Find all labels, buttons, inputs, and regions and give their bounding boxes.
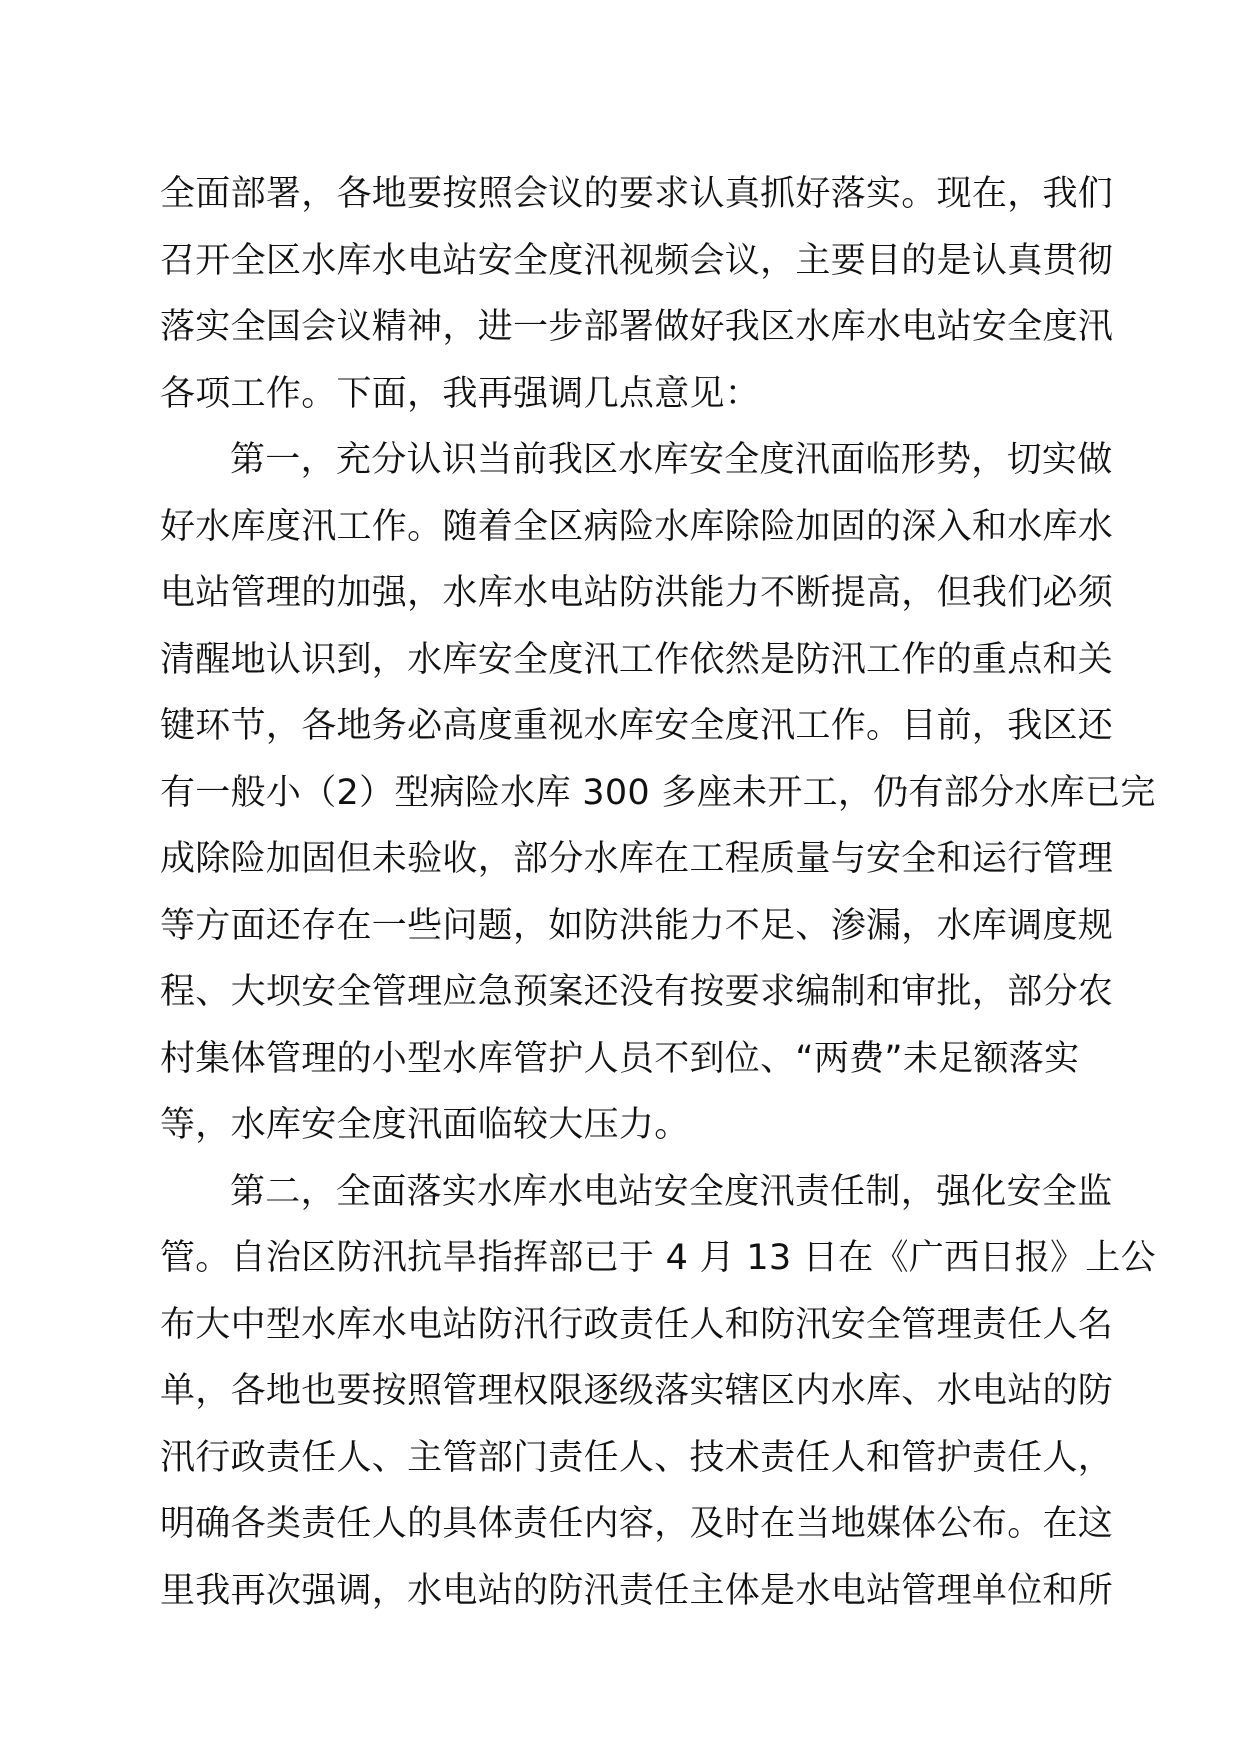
text-line: 里我再次强调，水电站的防汛责任主体是水电站管理单位和所: [160, 1571, 1114, 1611]
text-line: 布大中型水库水电站防汛行政责任人和防汛安全管理责任人名: [160, 1305, 1114, 1345]
text-line: 等方面还存在一些问题，如防洪能力不足、渗漏，水库调度规: [160, 906, 1114, 946]
text-line: 成除险加固但未验收，部分水库在工程质量与安全和运行管理: [160, 839, 1114, 879]
paragraph-first-line: 第二，全面落实水库水电站安全度汛责任制，强化安全监: [230, 1172, 1113, 1212]
text-line: 键环节，各地务必高度重视水库安全度汛工作。目前，我区还: [160, 706, 1114, 746]
text-line: 汛行政责任人、主管部门责任人、技术责任人和管护责任人，: [160, 1438, 1114, 1478]
text-line: 程、大坝安全管理应急预案还没有按要求编制和审批，部分农: [160, 972, 1114, 1012]
text-line: 有一般小（2）型病险水库 300 多座未开工，仍有部分水库已完: [160, 773, 1156, 813]
paragraph-first-line: 第一，充分认识当前我区水库安全度汛面临形势，切实做: [230, 440, 1113, 480]
text-line: 落实全国会议精神，进一步部署做好我区水库水电站安全度汛: [160, 307, 1114, 347]
text-line: 各项工作。下面，我再强调几点意见：: [160, 374, 761, 414]
text-line: 等，水库安全度汛面临较大压力。: [160, 1105, 690, 1145]
text-line: 召开全区水库水电站安全度汛视频会议，主要目的是认真贯彻: [160, 241, 1114, 281]
text-line: 电站管理的加强，水库水电站防洪能力不断提高，但我们必须: [160, 573, 1114, 613]
text-line: 明确各类责任人的具体责任内容，及时在当地媒体公布。在这: [160, 1504, 1114, 1544]
text-line: 清醒地认识到，水库安全度汛工作依然是防汛工作的重点和关: [160, 640, 1114, 680]
text-line: 村集体管理的小型水库管护人员不到位、“两费”未足额落实: [160, 1039, 1080, 1079]
text-line: 好水库度汛工作。随着全区病险水库除险加固的深入和水库水: [160, 507, 1114, 547]
text-line: 单，各地也要按照管理权限逐级落实辖区内水库、水电站的防: [160, 1371, 1114, 1411]
text-line: 全面部署，各地要按照会议的要求认真抓好落实。现在，我们: [160, 174, 1114, 214]
text-line: 管。自治区防汛抗旱指挥部已于 4 月 13 日在《广西日报》上公: [160, 1238, 1156, 1278]
